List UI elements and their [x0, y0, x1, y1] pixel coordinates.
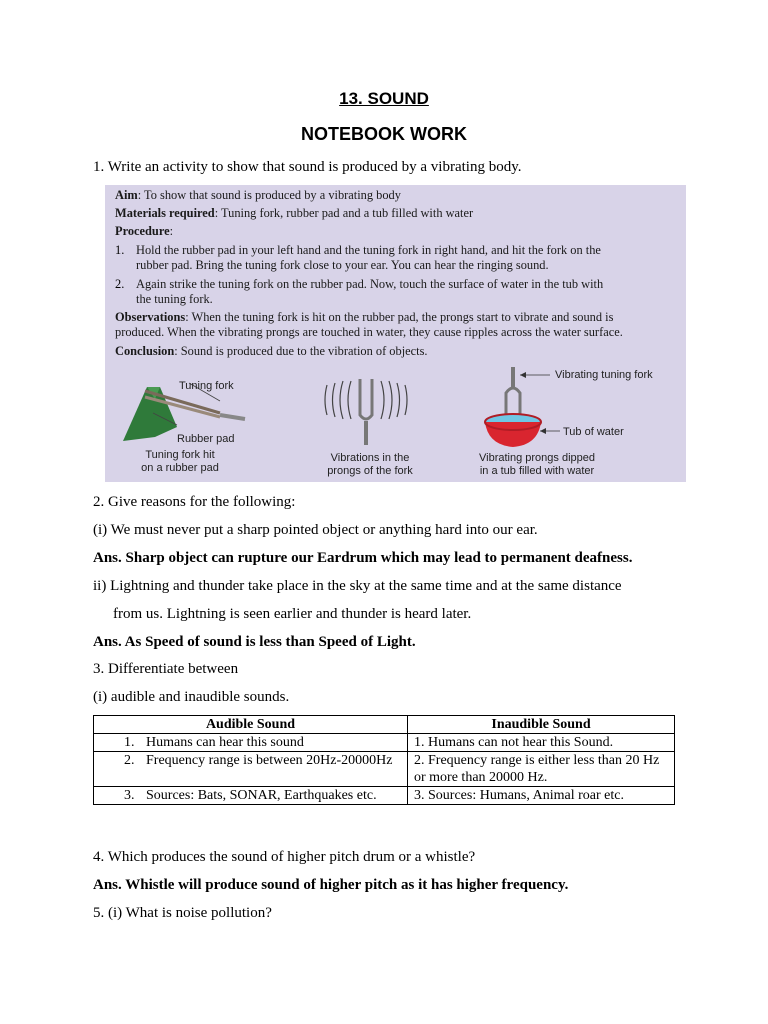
table-row: [94, 734, 675, 752]
figure-vibrating-prongs: [315, 375, 425, 450]
fig3-caption-line-2: in a tub filled with water: [479, 465, 595, 477]
header-audible: Audible Sound: [94, 716, 408, 734]
question-2-ii-line-1: ii) Lightning and thunder take place in the sky at the same time and at the same distance: [93, 578, 622, 594]
fig1-caption: [125, 449, 235, 475]
audible-text: Humans can hear this sound: [146, 735, 304, 750]
step-1-number: 1.: [115, 243, 125, 257]
observations-line-2: produced. When the vibrating prongs are touched in water, they cause ripples across the water surface.: [115, 325, 623, 339]
label-rubber-pad: Rubber pad: [177, 433, 235, 445]
question-3-i: (i) audible and inaudible sounds.: [93, 689, 290, 705]
cell-audible: [94, 734, 408, 752]
rubber-pad-shape: [123, 387, 177, 441]
table-row: [94, 752, 675, 787]
audible-text: Frequency range is between 20Hz-20000Hz: [146, 753, 393, 768]
aim-text: : To show that sound is produced by a vibrating body: [137, 188, 401, 202]
fig2-caption-line-1: Vibrations in the: [330, 452, 410, 464]
step-2-number: 2.: [115, 277, 125, 291]
answer-2-i: Ans. Sharp object can rupture our Eardrum which may lead to permanent deafness.: [93, 550, 633, 566]
audible-text: Sources: Bats, SONAR, Earthquakes etc.: [146, 788, 377, 803]
vibration-arc-left-1: [325, 385, 327, 415]
vibration-arc-left-3: [340, 381, 343, 419]
question-2: 2. Give reasons for the following:: [93, 494, 296, 510]
table-row: [94, 787, 675, 805]
vibration-arc-left-2: [333, 383, 336, 417]
tub-fork-prongs: [506, 388, 520, 417]
observations-text: : When the tuning fork is hit on the rubber pad, the prongs start to vibrate and sound is: [185, 310, 614, 324]
question-3: 3. Differentiate between: [93, 661, 239, 677]
row-number: 1.: [124, 735, 135, 750]
answer-2-ii: Ans. As Speed of sound is less than Speed of Light.: [93, 634, 416, 650]
question-1: 1. Write an activity to show that sound is produced by a vibrating body.: [93, 159, 522, 175]
step-1-line-1: Hold the rubber pad in your left hand and the tuning fork in right hand, and hit the fork on the: [136, 243, 601, 257]
step-2-line-1: Again strike the tuning fork on the rubber pad. Now, touch the surface of water in the tub with: [136, 277, 604, 291]
cell-audible: [94, 787, 408, 805]
aim-line: [115, 188, 401, 203]
activity-box: [105, 185, 686, 482]
conclusion-label: Conclusion: [115, 344, 175, 358]
vibrating-pointer-arrow: [520, 372, 526, 378]
cell-inaudible: 3. Sources: Humans, Animal roar etc.: [408, 787, 675, 805]
answer-4: Ans. Whistle will produce sound of higher pitch as it has higher frequency.: [93, 877, 569, 893]
comparison-table: [93, 715, 675, 805]
vibration-arc-right-2: [389, 381, 392, 419]
materials-label: Materials required: [115, 206, 215, 220]
fig1-caption-line-1: Tuning fork hit: [145, 449, 215, 461]
observations-label: Observations: [115, 310, 186, 324]
label-vibrating-fork: Vibrating tuning fork: [555, 369, 653, 381]
vibration-arc-right-3: [397, 383, 400, 417]
fig3-caption-line-1: Vibrating prongs dipped: [479, 452, 595, 464]
tub-body: [485, 422, 541, 447]
fig2-caption: [310, 452, 430, 478]
row-number: 3.: [124, 788, 135, 803]
fork-handle: [220, 415, 245, 419]
row-number: 2.: [124, 753, 135, 768]
materials-text: : Tuning fork, rubber pad and a tub filled with water: [214, 206, 474, 220]
cell-audible: [94, 752, 408, 787]
vibration-arc-right-1: [381, 381, 384, 419]
section-title: NOTEBOOK WORK: [301, 124, 467, 144]
cell-inaudible: 2. Frequency range is either less than 20 Hz or more than 20000 Hz.: [408, 752, 675, 787]
vibration-arc-right-4: [405, 385, 407, 415]
procedure-label: Procedure: [115, 224, 170, 238]
fig1-caption-line-2: on a rubber pad: [141, 462, 219, 474]
header-inaudible: Inaudible Sound: [408, 716, 675, 734]
label-tuning-fork: Tuning fork: [179, 380, 234, 392]
question-5: 5. (i) What is noise pollution?: [93, 905, 272, 921]
conclusion-line: [115, 344, 428, 359]
fig3-caption: [457, 452, 617, 478]
question-2-ii-line-2: from us. Lightning is seen earlier and thunder is heard later.: [113, 606, 472, 622]
tub-pointer-arrow: [540, 428, 546, 434]
label-tub-of-water: Tub of water: [563, 426, 624, 438]
chapter-title: 13. SOUND: [339, 89, 429, 108]
materials-line: [115, 206, 473, 221]
procedure-line: [115, 224, 173, 239]
vibration-arc-left-4: [348, 381, 351, 419]
conclusion-text: : Sound is produced due to the vibration of objects.: [174, 344, 428, 358]
step-2-line-2: the tuning fork.: [136, 292, 213, 306]
fork-prongs: [360, 379, 372, 419]
step-1-line-2: rubber pad. Bring the tuning fork close to your ear. You can hear the ringing sound.: [136, 258, 549, 272]
question-2-i: (i) We must never put a sharp pointed object or anything hard into our ear.: [93, 522, 538, 538]
procedure-colon: :: [169, 224, 174, 238]
question-4: 4. Which produces the sound of higher pitch drum or a whistle?: [93, 849, 476, 865]
table-header-row: [94, 716, 675, 734]
cell-inaudible: 1. Humans can not hear this Sound.: [408, 734, 675, 752]
aim-label: Aim: [115, 188, 138, 202]
fig2-caption-line-2: prongs of the fork: [327, 465, 413, 477]
observations-line-1: [115, 310, 613, 325]
